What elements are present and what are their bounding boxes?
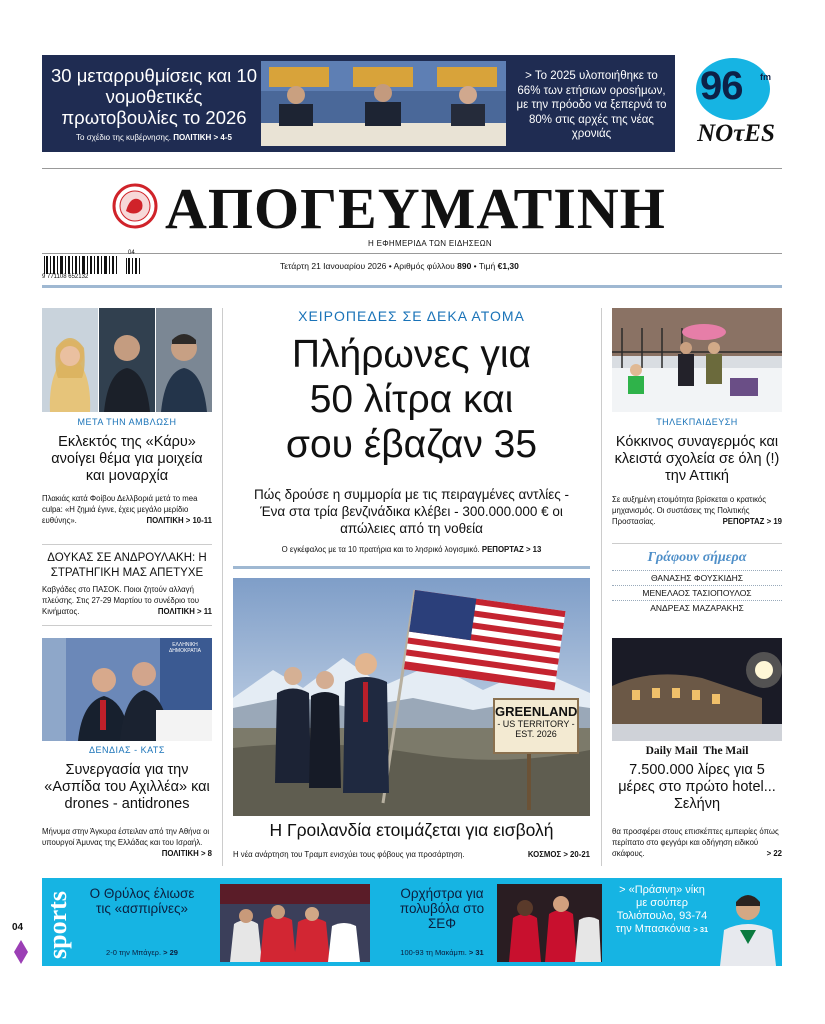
issue-info: Τετάρτη 21 Ιανουαρίου 2026 • Αριθμός φύλλου 890 • Τιμή €1,30 [280,261,519,271]
diamond-icon [14,940,28,964]
greenland-sign-line3: EST. 2026 [515,729,557,739]
center-summary-ref[interactable]: ΡΕΠΟΡΤΑΖ > 13 [481,545,542,554]
column-divider-left [222,308,223,866]
right-story2-headline[interactable]: 7.500.000 λίρες για 5 μέρες στο πρώτο hotel... Σελήνη [618,762,776,812]
masthead-subtitle: Η ΕΦΗΜΕΡΙΔΑ ΤΩΝ ΕΙΔΗΣΕΩΝ [367,239,492,248]
radio-logo[interactable] [690,58,782,154]
left-story3-photo[interactable] [42,638,212,741]
columnist-3[interactable]: ΑΝΔΡΕΑΣ ΜΑΖΑΡΑΚΗΣ [612,600,782,615]
center-photo-headline[interactable]: Η Γροιλανδία ετοιμάζεται για εισβολή [269,820,554,840]
center-photo-caption: Η νέα ανάρτηση του Τραμπ ενισχύει τους φόβους για προσάρτηση. ΚΟΣΜΟΣ > 20-21 [233,850,590,859]
sports-item1-photo [220,884,370,962]
barcode-addon: 04 [128,250,135,256]
columnists-list [612,570,782,615]
left-divider-2 [42,625,212,626]
masthead-emblem [112,183,158,229]
masthead-bottom-rule [42,285,782,288]
masthead-mid-rule [42,253,782,254]
barcode [42,250,142,282]
right-story2-photo[interactable] [612,638,782,741]
issue-number: 890 [457,261,472,271]
sports-item3-headline[interactable]: > «Πράσινη» νίκη με σούπερ Τολιόπουλο, 93-74 την Μπασκόνια > 31 [615,884,709,935]
banner-subline: Το σχέδιο της κυβέρνησης. ΠΟΛΙΤΙΚΗ > 4-5 [76,133,232,142]
center-summary: Ο εγκέφαλος με τα 10 πρατήρια και το λησρικό λογισμικό. ΡΕΠΟΡΤΑΖ > 13 [281,545,542,554]
sports-label: sports [43,891,72,959]
masthead-title: ΑΠΟΓΕΥΜΑΤΙΝΗ [165,176,666,241]
columnists-title: Γράφουν σήμερα [647,550,747,565]
right-story1-kicker: ΤΗΛΕΚΠΑΙΔΕΥΣΗ [656,417,738,427]
greenland-sign [493,698,579,754]
left-story1-ref[interactable]: ΠΟΛΙΤΙΚΗ > 10-11 [146,516,212,525]
radio-unit: fm [760,72,771,82]
greenland-sign-line1: GREENLAND [495,704,578,719]
price-label: Τιμή [478,261,496,271]
center-headline-line1: Πλήρωνες για [291,333,532,376]
masthead-top-rule [42,168,782,169]
sports-item2-sub: 100-93 τη Μακάμπι. > 31 [400,948,484,957]
center-headline-line3: σου έβαζαν 35 [285,423,538,466]
left-story3-ref[interactable]: ΠΟΛΙΤΙΚΗ > 8 [161,849,212,858]
left-story1-photo[interactable] [42,308,212,412]
center-photo-ref[interactable]: ΚΟΣΜΟΣ > 20-21 [527,850,590,859]
sports-item3-photo [710,884,780,966]
left-story1-text: Πλακιάς κατά Φοίβου Δελλβοριά μετά το mea culpa: «Η ζημιά έγινε, έχεις μεγάλο μερίδιο ευθύνης». ΠΟΛΙΤΙΚΗ > 10-11 [42,494,212,525]
left-story1-headline[interactable]: Εκλεκτός της «Κάρυ» ανοίγει θέμα για μοιχεία και μοναρχία [51,434,203,484]
left-story3-kicker: ΔΕΝΔΙΑΣ - ΚΑΤΣ [89,745,165,755]
left-story2-text: Καβγάδες στο ΠΑΣΟΚ. Ποιοι ζητούν αλλαγή πλεύσης. Στις 27-29 Μαρτίου το συνέδριο του Κινήματος. ΠΟΛΙΤΙΚΗ > 11 [42,585,212,616]
right-story1-text: Σε αυξημένη ετοιμότητα βρίσκεται ο κρατικός μηχανισμός. Οι συστάσεις της Πολιτικής Προστασίας. ΡΕΠΟΡΤΑΖ > 19 [612,495,782,526]
price: €1,30 [497,261,519,271]
right-story1-photo[interactable] [612,308,782,412]
issue-date: Τετάρτη 21 Ιανουαρίου 2026 [280,261,387,271]
sports-item3-ref[interactable]: > 31 [693,925,709,934]
center-headline[interactable] [233,332,590,467]
top-banner[interactable] [42,55,675,152]
right-story2-ref[interactable]: > 22 [766,849,782,858]
left-story2-headline[interactable]: ΔΟΥΚΑΣ ΣΕ ΑΝΔΡΟΥΛΑΚΗ: Η ΣΤΡΑΤΗΓΙΚΗ ΜΑΣ ΑΠΕΤΥΧΕ [47,552,207,579]
left-story2-ref[interactable]: ΠΟΛΙΤΙΚΗ > 11 [157,607,212,616]
barcode-text: 9 771108 652132 [42,274,89,280]
source-the-mail: The Mail [703,745,749,757]
center-photo-rule [233,566,590,569]
right-story1-headline[interactable]: Κόκκινος συναγερμός και κλειστά σχολεία σε όλη (!) την Αττική [614,434,780,484]
right-divider-1 [612,543,782,544]
right-story2-sources [612,745,782,757]
left-story3-headline[interactable]: Συνεργασία για την «Ασπίδα του Αχιλλέα» και drones - antidrones [44,762,210,812]
right-story2-text: θα προσφέρει στους επισκέπτες εμπειρίες όπως περίπατο στο φεγγάρι και οδήγηση ειδικού σκάφους. > 22 [612,827,782,858]
center-kicker: ΧΕΙΡΟΠΕΔΕΣ ΣΕ ΔΕΚΑ ΑΤΟΜΑ [298,308,525,324]
center-headline-line2: 50 λίτρα και [309,378,514,421]
columnist-1[interactable]: ΘΑΝΑΣΗΣ ΦΟΥΣΚΙΔΗΣ [612,570,782,585]
sports-item2-photo [497,884,602,962]
source-daily-mail: Daily Mail [645,745,698,757]
banner-headline: 30 μεταρρυθμίσεις και 10 νομοθετικές πρωτοβουλίες το 2026 [51,65,257,128]
sports-item2-headline[interactable]: Ορχήστρα για πολυβόλα στο ΣΕΦ [399,886,485,931]
sports-item1-sub: 2-0 την Μπάγερ. > 29 [106,948,178,957]
sports-strip[interactable] [42,878,782,966]
radio-name: NOτES [697,120,775,147]
page-number: 04 [12,922,24,933]
left-story3-podium-text: ΕΛΛΗΝΙΚΗ ΔΗΜΟΚΡΑΤΙΑ [168,642,202,654]
right-story1-ref[interactable]: ΡΕΠΟΡΤΑΖ > 19 [722,517,782,526]
greenland-sign-line2: - US TERRITORY - [497,719,575,729]
banner-side-text: > Το 2025 υλοποιήθηκε το 66% των ετήσιων ορosήμων, με την πρόοδο να ξεπερνά το 80% στις αρχές της νέας χρονιάς [516,70,667,140]
sports-item1-headline[interactable]: Ο Θρύλος έλιωσε τις «ασπιρίνες» [89,886,195,916]
left-divider-1 [42,544,212,545]
column-divider-right [601,308,602,866]
columnist-2[interactable]: ΜΕΝΕΛΑΟΣ ΤΑΣΙΟΠΟΥΛΟΣ [612,585,782,600]
banner-photo [261,61,506,146]
center-main-photo[interactable] [233,578,590,816]
left-story3-text: Μήνυμα στην Άγκυρα έστειλαν από την Αθήνα οι υπουργοί Άμυνας της Ελλάδας και του Ισραήλ. ΠΟΛΙΤΙΚΗ > 8 [42,827,212,858]
left-story1-kicker: ΜΕΤΑ ΤΗΝ ΑΜΒΛΩΣΗ [77,417,177,427]
issue-number-label: Αριθμός φύλλου [393,261,455,271]
radio-number: 96 [700,64,743,108]
center-deck: Πώς δρούσε η συμμορία με τις πειραγμένες αντλίες - Ένα στα τρία βενζινάδικα κλέβει - 300.000.000 € οι απώλειες από τη νοθεία [254,487,569,536]
